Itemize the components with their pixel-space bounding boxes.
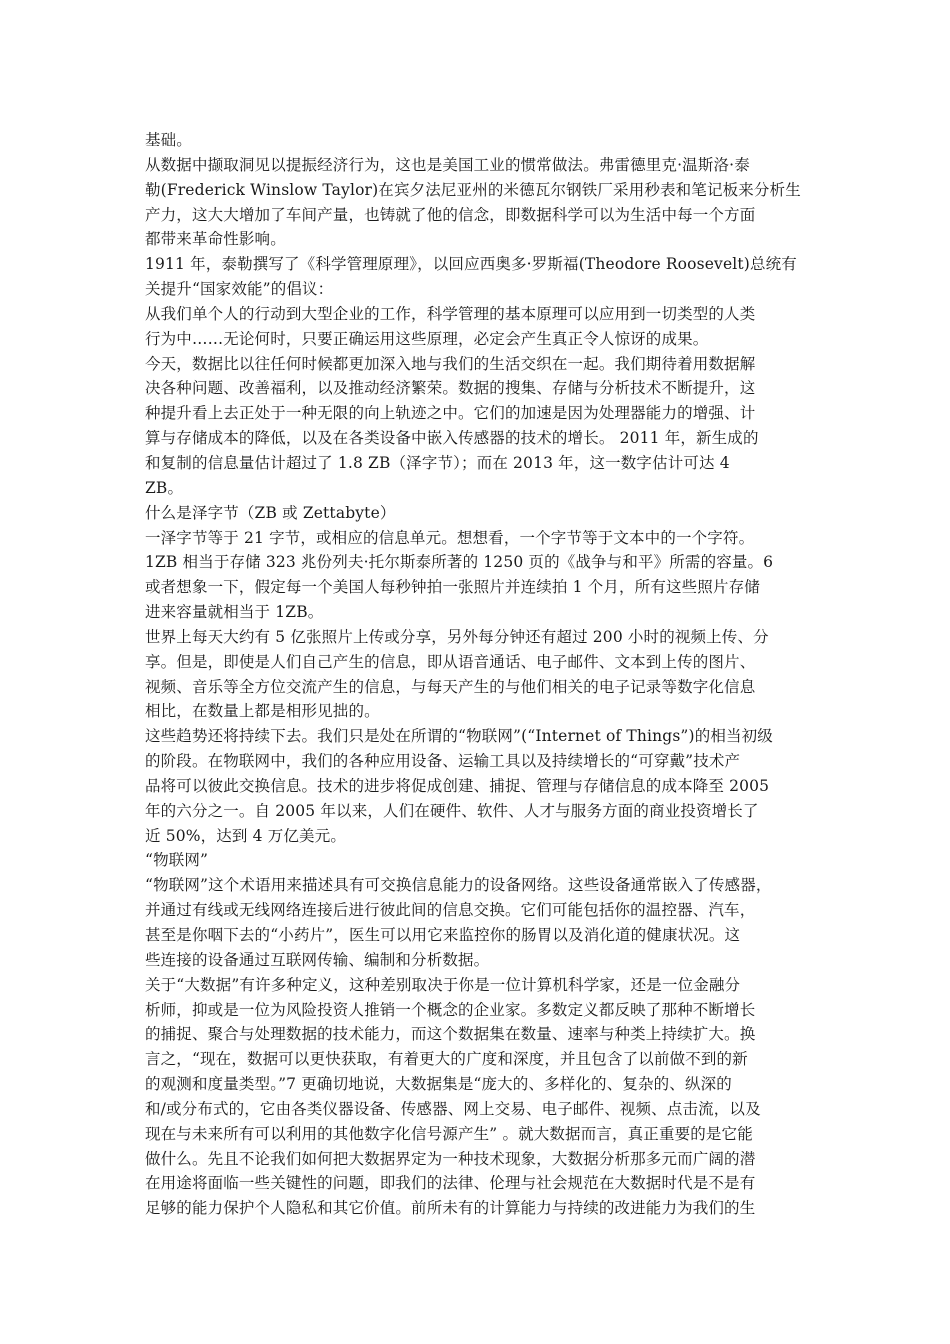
paragraph-8: 世界上每天大约有 5 亿张照片上传或分享，另外每分钟还有超过 200 小时的视频上传、分 享。但是，即使是人们自己产生的信息，即从语音通话、电子邮件、文本到上传的图片、 视频、音乐等全方位交流产生的信息，与每天产生的与他们相关的电子记录等数字化信息 相比，在数量上都是相形见拙的。 <box>145 627 769 721</box>
paragraph-5: 今天，数据比以往任何时候都更加深入地与我们的生活交织在一起。我们期待着用数据解 决各种问题、改善福利，以及推动经济繁荣。数据的搜集、存储与分析技术不断提升，这 种提升看上去正处于一种无限的向上轨迹之中。它们的加速是因为处理器能力的增强、计 算与存储成本的降低，以及在各类设备中嵌入传感器的技术的增长。 2011 年，新生成的 和复制的信息量估计超过了 1.8 ZB（泽字节）；而在 2013 年，这一数字估计可达 4 ZB。 <box>145 354 759 497</box>
paragraph-3: 1911 年，泰勒撰写了《科学管理原理》，以回应西奥多·罗斯福(Theodore Roosevelt)总统有 关提升“国家效能”的倡议： <box>145 255 797 299</box>
paragraph-7: 一泽字节等于 21 字节，或相应的信息单元。想想看，一个字节等于文本中的一个字符。 1ZB 相当于存储 323 兆份列夫·托尔斯泰所著的 1250 页的《战争与和平》所需的容量。6 或者想象一下，假定每一个美国人每秒钟拍一张照片并连续拍 1 个月，所有这些照片存储 进来容量就相当于 1ZB。 <box>145 528 774 622</box>
paragraph-6: 什么是泽字节（ZB 或 Zettabyte） <box>145 503 396 522</box>
paragraph-10: “物联网” <box>145 851 209 870</box>
paragraph-2: 从数据中撷取洞见以提振经济行为，这也是美国工业的惯常做法。弗雷德里克·温斯洛·泰 勒(Frederick Winslow Taylor)在宾夕法尼亚州的米德瓦尔钢铁厂采用秒表和笔记板来分析生 产力，这大大增加了车间产量，也铸就了他的信念，即数据科学可以为生活中每一个方面 都带来革命性影响。 <box>145 155 801 249</box>
document-body <box>145 128 825 1221</box>
paragraph-4: 从我们单个人的行动到大型企业的工作，科学管理的基本原理可以应用到一切类型的人类 行为中……无论何时，只要正确运用这些原理，必定会产生真正令人惊讶的成果。 <box>145 304 756 348</box>
paragraph-1: 基础。 <box>145 131 192 149</box>
paragraph-9: 这些趋势还将持续下去。我们只是处在所谓的“物联网”(“Internet of Things”)的相当初级 的阶段。在物联网中，我们的各种应用设备、运输工具以及持续增长的“可穿戴”技术产 品将可以彼此交换信息。技术的进步将促成创建、捕捉、管理与存储信息的成本降至 2005 年的六分之一。自 2005 年以来，人们在硬件、软件、人才与服务方面的商业投资增长了 近 50%，达到 4 万亿美元。 <box>145 727 773 845</box>
paragraph-11: “物联网”这个术语用来描述具有可交换信息能力的设备网络。这些设备通常嵌入了传感器， 并通过有线或无线网络连接后进行彼此间的信息交换。它们可能包括你的温控器、汽车， 甚至是你咽下去的“小药片”，医生可以用它来监控你的肠胃以及消化道的健康状况。这 些连接的设备通过互联网传输、编制和分析数据。 <box>145 876 772 969</box>
paragraph-12: 关于“大数据”有许多种定义，这种差别取决于你是一位计算机科学家，还是一位金融分 析师，抑或是一位为风险投资人推销一个概念的企业家。多数定义都反映了那种不断增长 的捕捉、聚合与处理数据的技术能力，而这个数据集在数量、速率与种类上持续扩大。换 言之，“现在，数据可以更快获取，有着更大的广度和深度，并且包含了以前做不到的新 的观测和度量类型。”7 更确切地说，大数据集是“庞大的、多样化的、复杂的、纵深的 和/或分布式的，它由各类仪器设备、传感器、网上交易、电子邮件、视频、点击流，以及 现在与未来所有可以利用的其他数字化信号源产生” 。就大数据而言，真正重要的是它能 做什么。先且不论我们如何把大数据界定为一种技术现象，大数据分析那多元而广阔的潜 在用途将面临一些关键性的问题，即我们的法律、伦理与社会规范在大数据时代是不是有 足够的能力保护个人隐私和其它价值。前所未有的计算能力与持续的改进能力为我们的生 <box>145 975 761 1218</box>
